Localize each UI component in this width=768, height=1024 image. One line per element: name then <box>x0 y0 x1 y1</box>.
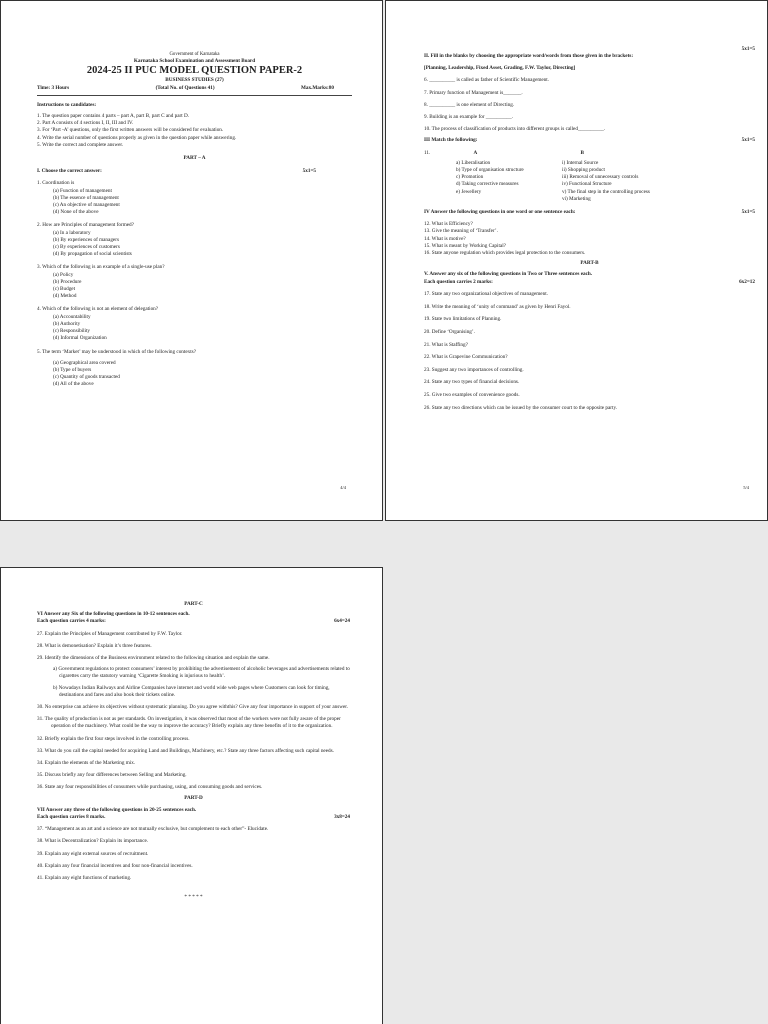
short-answer-list <box>424 291 755 412</box>
short-answer-item: 23. Suggest any two importances of controlling. <box>424 366 524 373</box>
answer-option: (c) Responsibility <box>53 328 91 335</box>
section-6-marks: 6x4=24 <box>334 618 350 625</box>
answer-option: (d) Informal Organization <box>53 335 107 342</box>
section-5-subtitle: Each question carries 2 marks: <box>424 278 493 285</box>
one-word-item: 15. What is meant by Working Capital? <box>424 242 506 249</box>
section-4-marks: 5x1=5 <box>741 209 755 216</box>
match-column-b <box>562 160 702 203</box>
section-3-marks: 5x1=5 <box>741 137 755 144</box>
instruction-item: 1. The question paper contains 4 parts – part A, part B, part C and part D. <box>37 113 190 120</box>
question-text: 4. Which of the following is not an element of delegation? <box>37 306 159 313</box>
section-5-sub-row <box>424 279 755 286</box>
match-table <box>424 160 755 203</box>
answer-option: (b) By experiences of managers <box>53 236 119 243</box>
essay-item: 41. Explain any eight functions of marketing. <box>37 875 132 882</box>
section-2-title: II. Fill in the blanks by choosing the appropriate word/words from those given in the brackets: <box>424 53 634 59</box>
short-answer-item: 26. State any two directions which can be issued by the consumer court to the opposite party. <box>424 404 617 411</box>
short-answer-item: 21. What is Staffing? <box>424 341 468 348</box>
match-item-b: v) The final step in the controlling process <box>562 188 650 195</box>
subject-line: BUSINESS STUDIES (27) <box>165 77 224 84</box>
match-item-b: iii) Removal of unnecessary controls <box>562 174 639 181</box>
answer-option: (a) Policy <box>53 271 74 278</box>
instructions-heading: Instructions to candidates: <box>37 101 97 108</box>
long-answer-item: 36. State any four responsibilities of consumers while purchasing, using, and consuming goods and services. <box>37 784 263 791</box>
page-number: 4/4 <box>340 485 346 490</box>
exam-meta-row <box>37 85 352 92</box>
long-answer-item: 29. Identify the dimensions of the Business environment related to the following situation and explain the same. <box>37 655 270 662</box>
answer-option: (c) Quantity of goods transacted <box>53 374 120 381</box>
fill-blank-item: 6. __________ is called as father of Scientific Management. <box>424 77 550 84</box>
part-d-heading: PART-D <box>184 794 203 801</box>
answer-option: (a) Geographical area covered <box>53 359 116 366</box>
answer-option: (a) Accountability <box>53 313 91 320</box>
answer-option: (c) By experiences of customers <box>53 244 120 251</box>
long-answer-item: 33. What do you call the capital needed for acquiring Land and Buildings, Machinery, etc.? State any three factors affecting such capital needs. <box>37 747 334 754</box>
long-answer-item: 34. Explain the elements of the Marketing mix. <box>37 760 136 767</box>
long-answer-item: 32. Briefly explain the first four steps involved in the controlling process. <box>37 735 190 742</box>
part-b-heading: PART-B <box>580 260 599 267</box>
match-item-a: d) Taking corrective measures <box>456 181 519 188</box>
page-2 <box>385 0 768 521</box>
one-word-list <box>424 221 755 257</box>
total-questions: (Total No. of Questions 41) <box>155 84 215 91</box>
mcq-question <box>37 306 352 342</box>
section-7-marks: 3x8=24 <box>334 814 350 821</box>
end-marker: * * * * * <box>184 894 203 901</box>
mcq-list <box>37 180 352 388</box>
match-column-a <box>456 160 562 203</box>
long-answer-item: 31. The quality of production is not as per standards. On investigation, it was observed that most of the workers were not fully aware of the proper operation of the machinery. What could be the way to improve the accuracy? Briefly explain any three benefits of it to the organization. <box>37 716 341 730</box>
match-header <box>424 150 584 157</box>
long-answer-item: 28. What is demonetisation? Explain it’s three features. <box>37 642 152 649</box>
q29-situation-a: a) Government regulations to protect consumers’ interest by prohibiting the advertisement of alcoholic beverages and advertisements related to cigarettes carry the statutory warning ‘Cigarette Smoking is injurious to health’. <box>53 666 350 680</box>
section-7-sub-row <box>37 814 350 821</box>
one-word-item: 13. Give the meaning of ‘Transfer’. <box>424 228 498 235</box>
section-4-header <box>424 209 755 216</box>
section-5-marks: 6x2=12 <box>739 278 755 285</box>
match-item-b: ii) Shopping product <box>562 167 605 174</box>
mcq-question <box>37 222 352 258</box>
section-1-header <box>37 168 352 175</box>
instruction-item: 5. Write the correct and complete answer. <box>37 141 124 148</box>
page-3 <box>0 567 383 1024</box>
section-7-subtitle: Each question carries 8 marks. <box>37 814 106 821</box>
mcq-question <box>37 349 352 389</box>
section-3-title: III Match the following: <box>424 137 478 144</box>
page-number: 5/4 <box>743 485 749 490</box>
fill-blanks-list <box>424 77 755 133</box>
section-6-title: VI Answer any Six of the following questions in 10-12 sentences each. <box>37 611 190 618</box>
question-text: 3. Which of the following is an example of a single-use plan? <box>37 264 165 271</box>
essay-item: 40. Explain any four financial incentives and four non-financial incentives. <box>37 862 193 869</box>
page-1 <box>0 0 383 521</box>
match-item-b: vi) Marketing <box>562 195 591 202</box>
answer-option: (d) Method <box>53 293 77 300</box>
part-a-heading: PART – A <box>183 155 206 162</box>
mcq-question <box>37 180 352 216</box>
long-answer-list-continued <box>37 704 350 792</box>
fill-blank-item: 10. The process of classification of products into different groups is called__________. <box>424 126 606 133</box>
answer-option: (d) All of the above <box>53 381 94 388</box>
instructions-list <box>37 113 352 149</box>
match-item-a: b) Type of organisation structure <box>456 167 524 174</box>
one-word-item: 14. What is motive? <box>424 235 466 242</box>
section-2-header <box>424 45 755 60</box>
long-answer-list <box>37 631 350 663</box>
answer-option: (d) By propagation of social scientists <box>53 251 132 258</box>
short-answer-item: 19. State two limitations of Planning. <box>424 316 502 323</box>
one-word-item: 16. State anyone regulation which provides legal protection to the consumers. <box>424 250 586 257</box>
essay-item: 38. What is Decentralization? Explain its importance. <box>37 838 149 845</box>
essay-item: 37. “Management as an art and a science are not mutually exclusive, but complement to each other”- Elucidate. <box>37 826 269 833</box>
essay-list <box>37 826 350 882</box>
question-11: 11. <box>424 149 431 156</box>
instruction-item: 2. Part A consists of 4 sections I, II, III and IV. <box>37 120 134 127</box>
max-marks: Max.Marks:80 <box>300 84 334 91</box>
section-4-title: IV Answer the following questions in one word or one sentence each: <box>424 209 576 216</box>
section-1-marks: 5x1=5 <box>302 168 316 175</box>
short-answer-item: 24. State any two types of financial decisions. <box>424 379 520 386</box>
long-answer-item: 35. Discuss briefly any four differences between Selling and Marketing. <box>37 772 187 779</box>
fill-blank-item: 9. Building is an example for __________. <box>424 114 514 121</box>
answer-option: (c) Budget <box>53 286 76 293</box>
match-item-b: iv) Functional Structure <box>562 181 612 188</box>
answer-option: (b) Type of buyers <box>53 366 92 373</box>
paper-title: 2024-25 II PUC MODEL QUESTION PAPER-2 <box>86 65 303 77</box>
match-item-a: a) Liberalisation <box>456 159 491 166</box>
instruction-item: 3. For ‘Part -A’ questions, only the first written answers will be considered for evaluation. <box>37 127 224 134</box>
column-b-label: B <box>580 149 584 156</box>
board-line: Karnataka School Examination and Assessment Board <box>133 58 256 65</box>
long-answer-item: 30. No enterprise can achieve its objectives without systematic planning. Do you agree withthis? Give any four importance in support of your answer. <box>37 704 349 711</box>
fill-blank-item: 8. __________ is one element of Directing. <box>424 101 515 108</box>
short-answer-item: 25. Give two examples of convenience goods. <box>424 392 520 399</box>
section-5-title: V. Answer any six of the following questions in Two or Three sentences each. <box>424 271 593 278</box>
section-3-header <box>424 137 755 144</box>
match-item-a: c) Promotion <box>456 174 484 181</box>
answer-option: (b) The essence of management <box>53 194 119 201</box>
essay-item: 39. Explain any eight external sources of recruitment. <box>37 850 149 857</box>
short-answer-item: 20. Define ‘Organising’. <box>424 329 475 336</box>
section-6-sub-row <box>37 618 350 625</box>
one-word-item: 12. What is Efficiency? <box>424 221 473 228</box>
question-text: 5. The term ‘Market’ may be understood in which of the following contexts? <box>37 348 196 355</box>
gov-line: Government of Karnataka <box>169 52 220 57</box>
part-c-heading: PART-C <box>184 601 203 607</box>
column-a-label: A <box>473 149 478 156</box>
match-item-a: e) Jewellery <box>456 188 482 195</box>
short-answer-item: 18. Write the meaning of ‘unity of command’ as given by Henri Fayol. <box>424 303 571 310</box>
answer-option: (c) An objective of management <box>53 202 120 209</box>
section-2-marks: 5x1=5 <box>741 45 755 52</box>
q29-situation-b: b) Nowadays Indian Railways and Airline Companies have internet and world wide web pages where Customers can look for timing, destinations and fares and also book their tickets online. <box>53 684 330 698</box>
answer-option: (b) Authority <box>53 320 81 327</box>
section-7-title: VII Answer any three of the following questions in 20-25 sentences each. <box>37 806 197 813</box>
fill-blank-item: 7. Primary function of Management is_______. <box>424 89 523 96</box>
question-text: 2. How are Principles of management formed? <box>37 222 134 229</box>
match-item-b: i) Internal Source <box>562 159 599 166</box>
answer-option: (a) In a laboratory <box>53 229 91 236</box>
short-answer-item: 22. What is Grapevine Communication? <box>424 354 508 361</box>
divider <box>37 95 352 96</box>
question-text: 1. Coordination is <box>37 180 75 187</box>
section-1-title: I. Choose the correct answer: <box>37 168 102 175</box>
short-answer-item: 17. State any two organizational objectives of management. <box>424 291 548 298</box>
answer-option: (b) Procedure <box>53 278 82 285</box>
word-bank: [Planning, Leadership, Fixed Asset, Grading, F.W. Taylor, Directing] <box>424 65 576 72</box>
answer-option: (a) Function of management <box>53 187 112 194</box>
long-answer-item: 27. Explain the Principles of Management contributed by F.W. Taylor. <box>37 630 183 637</box>
time-label: Time: 3 Hours <box>37 84 70 91</box>
section-6-subtitle: Each question carries 4 marks: <box>37 618 106 625</box>
mcq-question <box>37 264 352 300</box>
instruction-item: 4. Write the serial number of questions properly as given in the question paper while answering. <box>37 134 237 141</box>
answer-option: (d) None of the above <box>53 209 99 216</box>
